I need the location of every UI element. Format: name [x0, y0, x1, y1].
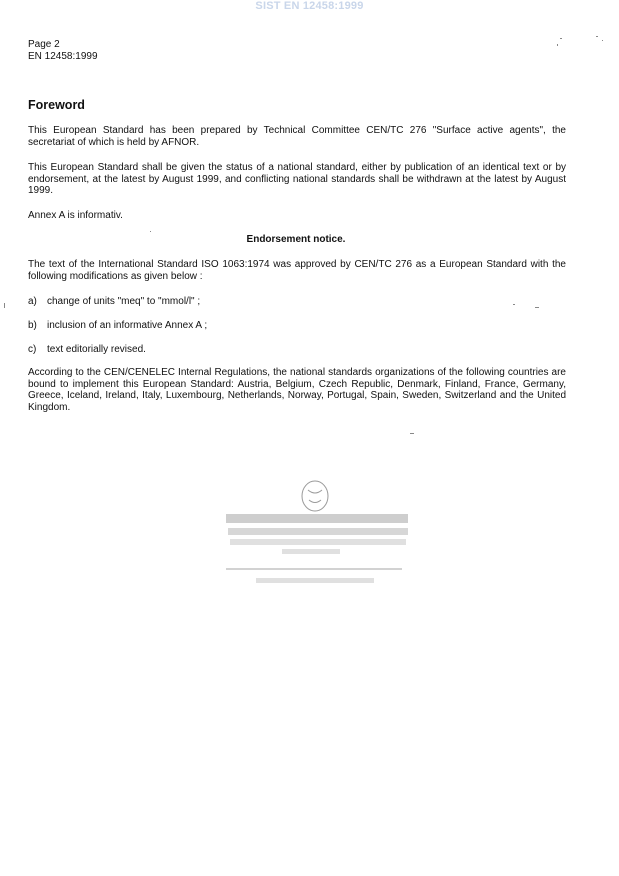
scan-speck	[602, 40, 603, 41]
scan-speck	[596, 36, 598, 37]
list-text: text editorially revised.	[47, 344, 146, 355]
scan-speck	[513, 304, 515, 305]
foreword-paragraph-1: This European Standard has been prepared by Technical Committee CEN/TC 276 "Surface active agents", the secretariat of which is held by AFNOR.	[28, 125, 566, 148]
list-marker: a)	[28, 296, 37, 307]
list-text: inclusion of an informative Annex A ;	[47, 320, 208, 331]
list-item	[28, 296, 200, 308]
scan-speck	[410, 433, 414, 434]
list-text: change of units "meq" to "mmol/l" ;	[47, 296, 201, 307]
list-item	[28, 344, 146, 356]
stamp-emblem-detail	[308, 490, 322, 503]
list-marker: b)	[28, 320, 37, 331]
scan-speck	[560, 38, 562, 39]
list-marker: c)	[28, 344, 37, 355]
stamp-signature-line	[226, 568, 402, 570]
office-stamp	[220, 478, 420, 598]
stamp-line-2	[228, 528, 408, 535]
foreword-paragraph-3: Annex A is informativ.	[28, 210, 123, 221]
stamp-emblem	[302, 481, 328, 511]
stamp-line-4	[282, 549, 340, 554]
foreword-title: Foreword	[28, 98, 85, 112]
endorsement-title: Endorsement notice.	[246, 234, 346, 245]
standard-id: EN 12458:1999	[28, 51, 98, 62]
foreword-paragraph-2: This European Standard shall be given the status of a national standard, either by publication of an identical text or by endorsement, at the latest by August 1999, and conflicting national standards shall be withdrawn at the latest by August 1999.	[28, 162, 566, 197]
endorsement-paragraph-1: The text of the International Standard ISO 1063:1974 was approved by CEN/TC 276 as a European Standard with the following modifications as given below :	[28, 259, 566, 282]
scan-speck	[535, 307, 539, 308]
list-item	[28, 320, 207, 332]
stamp-line-3	[230, 539, 406, 545]
scan-speck	[150, 231, 151, 232]
scan-speck	[4, 303, 5, 308]
scan-speck	[557, 44, 558, 46]
page-number: Page 2	[28, 39, 60, 50]
stamp-line-1	[226, 514, 408, 523]
endorsement-paragraph-2: According to the CEN/CENELEC Internal Regulations, the national standards organizations of the following countries are bound to implement this European Standard: Austria, Belgium, Czech Republic, Denmark, Finland, France, Germany, Greece, Iceland, Ireland, Italy, Luxembourg, Netherlands, Norway, Portugal, Spain, Sweden, Switzerland and the United Kingdom.	[28, 367, 566, 413]
stamp-line-5	[256, 578, 374, 583]
watermark: SIST EN 12458:1999	[255, 0, 364, 12]
